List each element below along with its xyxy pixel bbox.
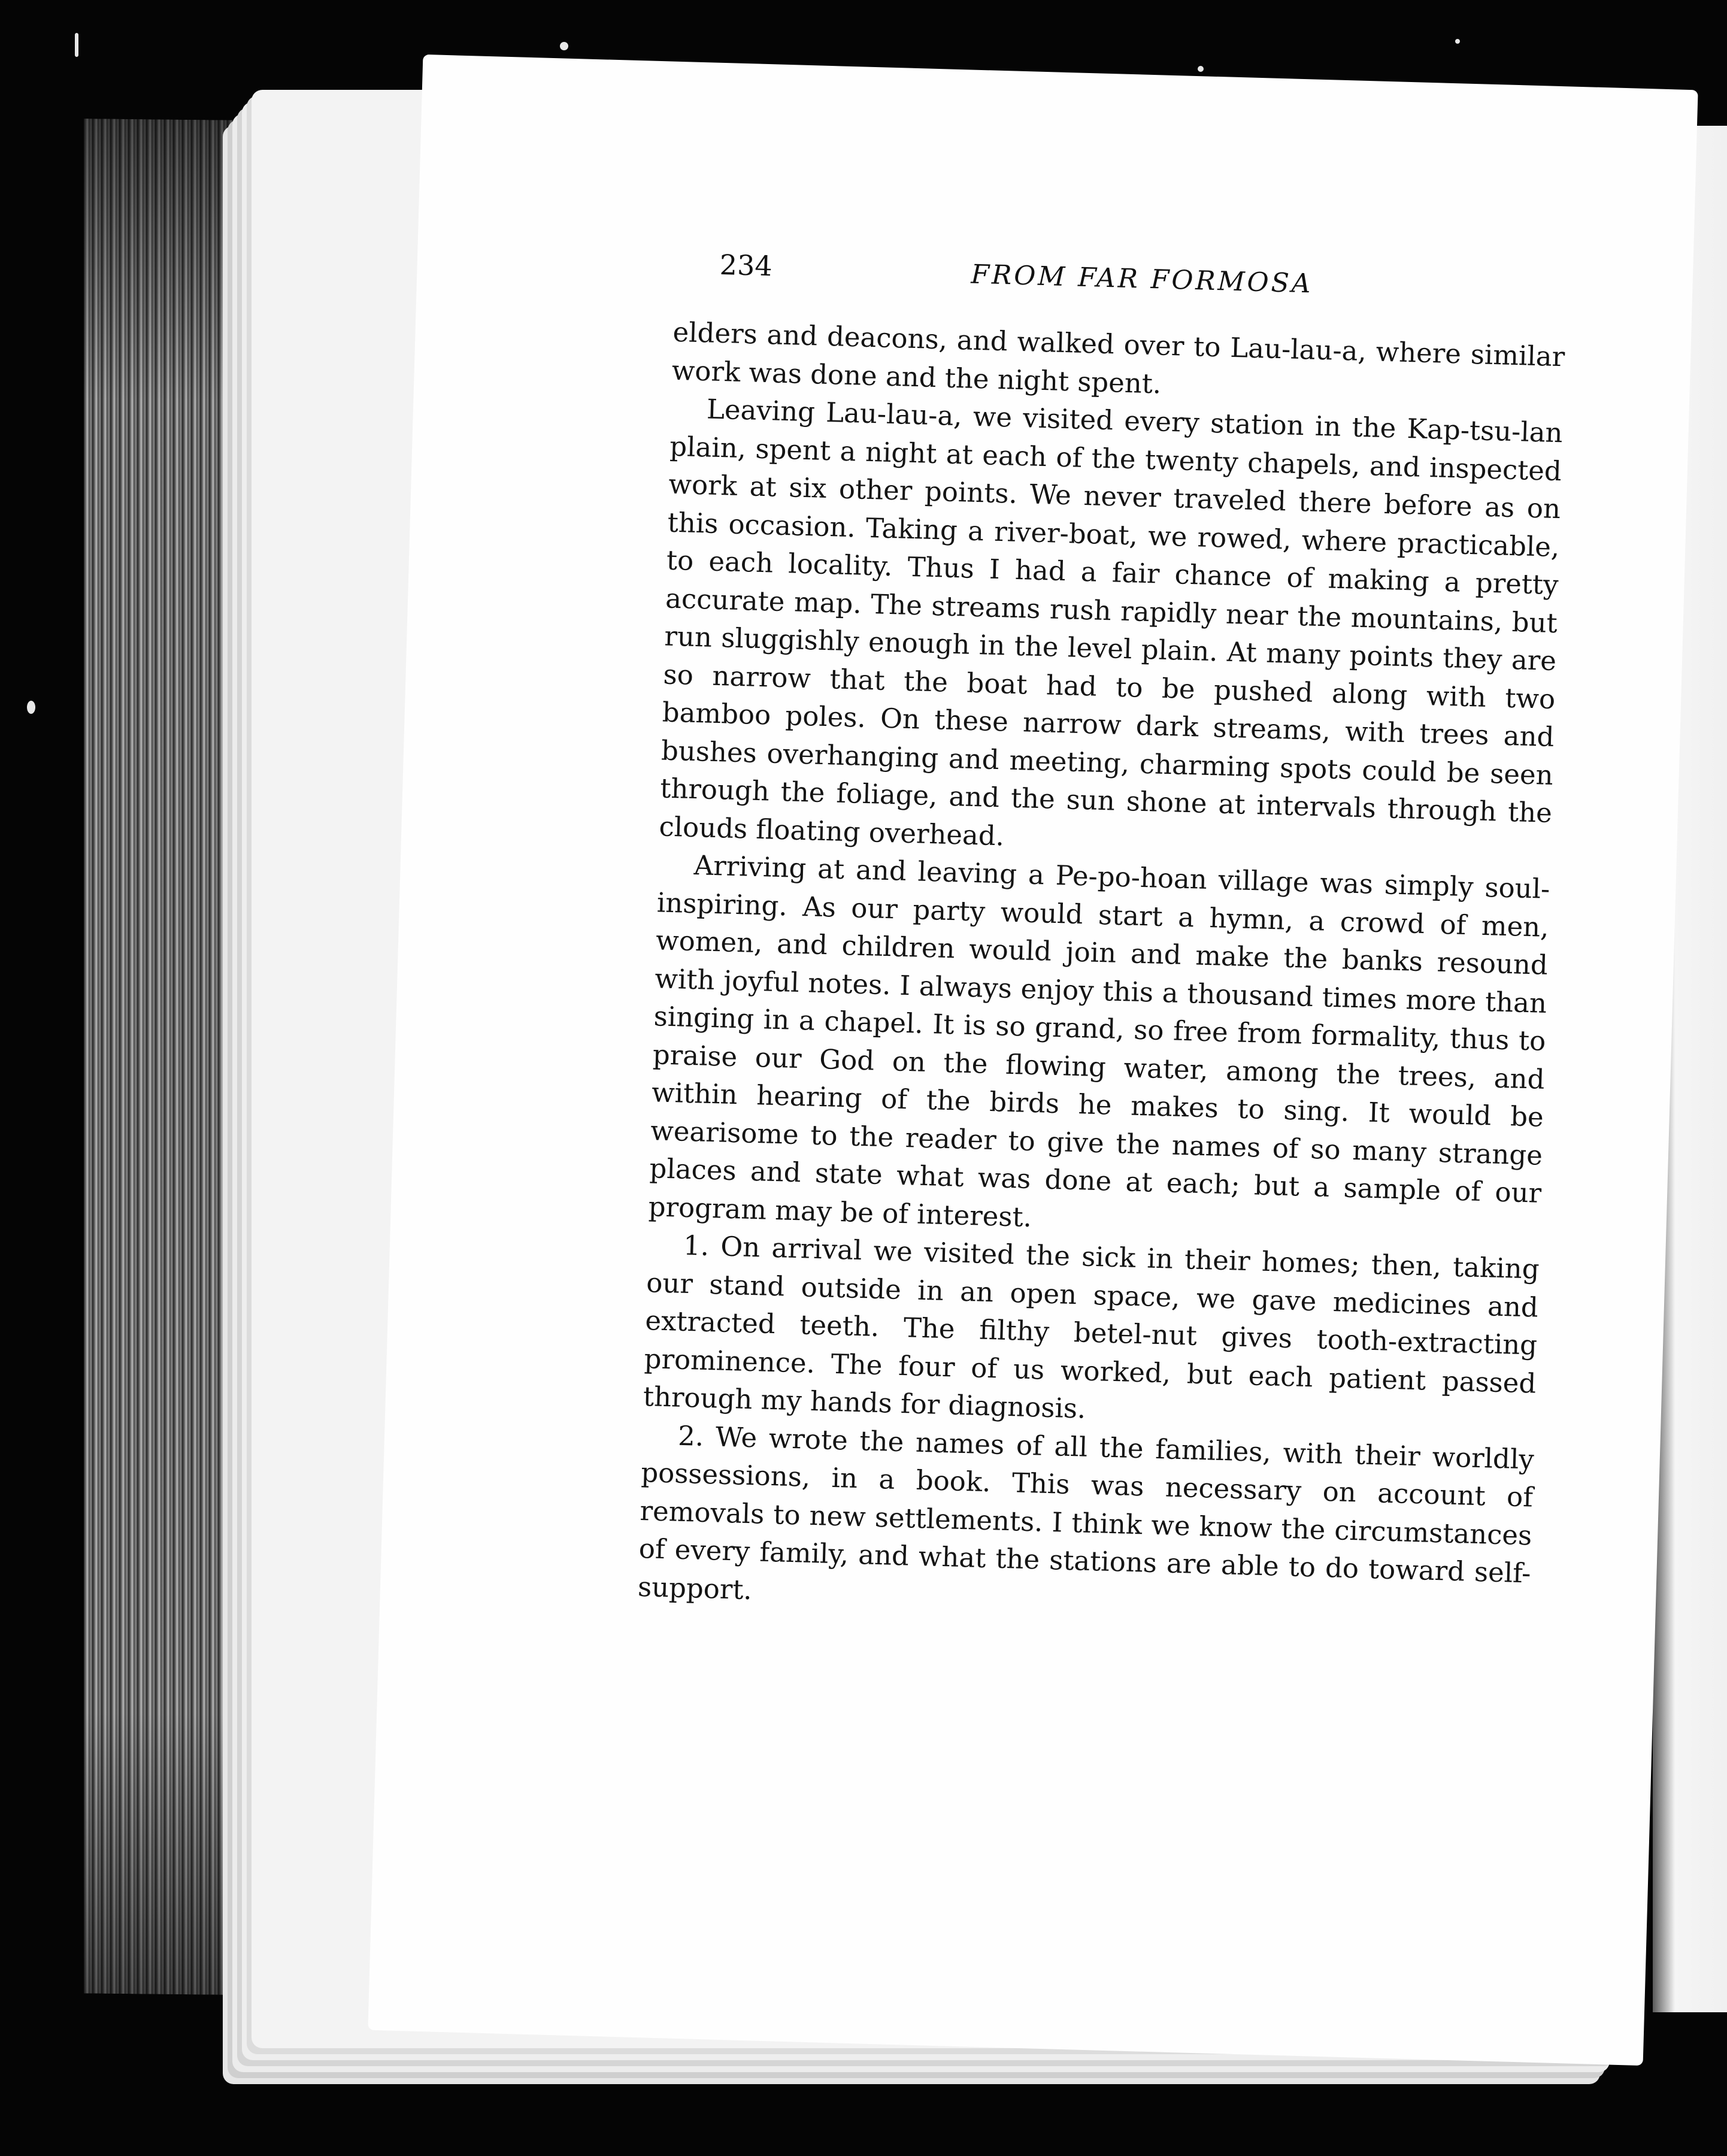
paragraph: 2. We wrote the names of all the families, with their worldly possessions, in a book. This was necessary on account of removals to new settlements. I think we know the circumstances of every family, and what the stations are able to do toward self-support. [637,1419,1535,1606]
page-header [719,249,1588,314]
body-text [637,313,1565,1631]
scan-speck [560,42,568,50]
scan-speck [1198,66,1204,72]
paragraph: Leaving Lau-lau-a, we visited every station in the Kap-tsu-lan plain, spent a night at each of the twenty chapels, and inspected work at six other points. We never traveled there before as on this occasion. Taking a river-boat, we rowed, where practicable, to each locality. Thus I had a fair chance of making a pretty accurate map. The streams rush rapidly near the mountains, but run sluggishly enough in the level plain. At many points they are so narrow that the boat had to be pushed along with two bamboo poles. On these narrow dark streams, with trees and bushes overhanging and meeting, charming spots could be seen through the foliage, and the sun shone at intervals through the clouds floating overhead. [658,393,1564,852]
paragraph: 1. On arrival we visited the sick in their homes; then, taking our stand outside in an open space, we gave medicines and extracted teeth. The filthy betel-nut gives tooth-extracting prominence. The four of us worked, but each patient passed through my hands for diagnosis. [643,1229,1540,1425]
book-page [368,54,1698,2066]
scan-speck [1455,39,1460,44]
scan-speck [75,33,78,57]
running-head: FROM FAR FORMOSA [970,259,1314,299]
scan-speck [27,701,35,714]
paragraph: elders and deacons, and walked over to Lau-lau-a, where similar work was done and the night spent. [671,316,1565,400]
paragraph: Arriving at and leaving a Pe-po-hoan village was simply soul-inspiring. As our party would start a hymn, a crowd of men, women, and children would join and make the banks resound with joyful notes. I always enjoy this a thousand times more than singing in a chapel. It is so grand, so free from formality, thus to praise our God on the flowing water, among the trees, and within hearing of the birds he makes to sing. It would be wearisome to the reader to give the names of so many strange places and state what was done at each; but a sample of our program may be of interest. [648,849,1551,1233]
page-number: 234 [719,248,773,283]
